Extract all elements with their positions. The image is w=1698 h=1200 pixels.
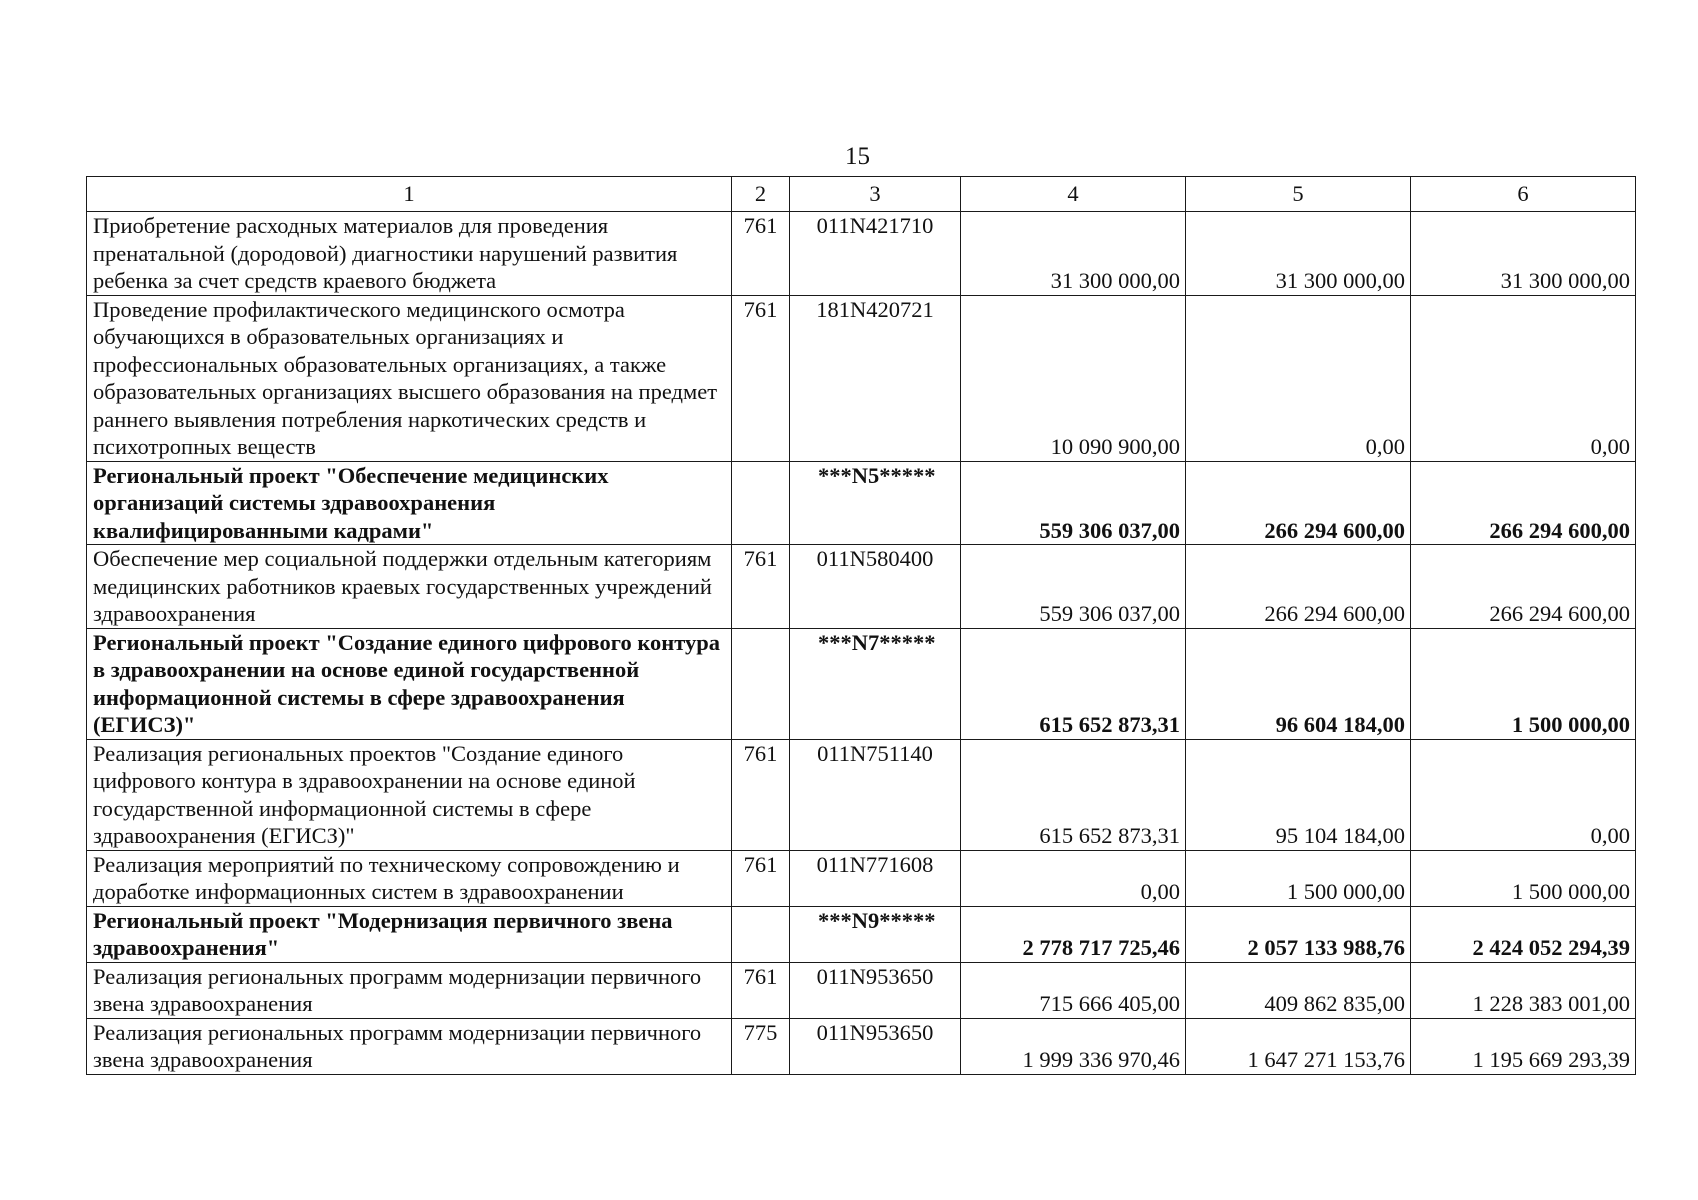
page-number: 15 [845,143,870,170]
table-row [87,739,1636,850]
row-value-6: 1 500 000,00 [1411,628,1636,739]
row-name: Реализация региональных проектов "Создание единого цифрового контура в здравоохранении на основе единой государственной информационной системы в сфере здравоохранения (ЕГИСЗ)" [87,739,732,850]
row-value-5: 1 500 000,00 [1186,850,1411,906]
row-name: Реализация региональных программ модернизации первичного звена здравоохранения [87,1018,732,1074]
row-grbs: 761 [732,212,790,296]
row-value-4: 10 090 900,00 [961,295,1186,461]
row-name: Проведение профилактического медицинского осмотра обучающихся в образовательных организациях и профессиональных образовательных организациях, а также образовательных организациях высшего образования на предмет раннего выявления потребления наркотических средств и психотропных веществ [87,295,732,461]
table-header-row [87,177,1636,212]
row-value-5: 266 294 600,00 [1186,461,1411,545]
row-name: Региональный проект "Модернизация первичного звена здравоохранения" [87,906,732,962]
row-name: Обеспечение мер социальной поддержки отдельным категориям медицинских работников краевых государственных учреждений здравоохранения [87,545,732,629]
table-row [87,295,1636,461]
row-value-6: 266 294 600,00 [1411,545,1636,629]
table-row [87,545,1636,629]
row-value-6: 266 294 600,00 [1411,461,1636,545]
row-code: 011N580400 [790,545,961,629]
column-header-2: 2 [732,177,790,212]
row-value-5: 31 300 000,00 [1186,212,1411,296]
row-value-6: 0,00 [1411,295,1636,461]
row-value-4: 0,00 [961,850,1186,906]
row-code: 181N420721 [790,295,961,461]
table-row-project [87,461,1636,545]
row-value-6: 31 300 000,00 [1411,212,1636,296]
row-value-5: 1 647 271 153,76 [1186,1018,1411,1074]
row-name: Приобретение расходных материалов для проведения пренатальной (дородовой) диагностики нарушений развития ребенка за счет средств краевого бюджета [87,212,732,296]
row-code: 011N953650 [790,962,961,1018]
column-header-1: 1 [87,177,732,212]
table-row [87,962,1636,1018]
row-value-6: 0,00 [1411,739,1636,850]
row-name: Региональный проект "Создание единого цифрового контура в здравоохранении на основе единой государственной информационной системы в сфере здравоохранения (ЕГИСЗ)" [87,628,732,739]
row-grbs: 775 [732,1018,790,1074]
table-row [87,212,1636,296]
row-value-4: 715 666 405,00 [961,962,1186,1018]
row-value-4: 559 306 037,00 [961,545,1186,629]
row-value-5: 0,00 [1186,295,1411,461]
row-value-5: 96 604 184,00 [1186,628,1411,739]
column-header-4: 4 [961,177,1186,212]
row-value-4: 31 300 000,00 [961,212,1186,296]
row-value-5: 2 057 133 988,76 [1186,906,1411,962]
row-grbs: 761 [732,962,790,1018]
budget-table [86,176,1636,1075]
row-grbs [732,628,790,739]
row-value-6: 2 424 052 294,39 [1411,906,1636,962]
row-name: Реализация региональных программ модернизации первичного звена здравоохранения [87,962,732,1018]
row-grbs: 761 [732,545,790,629]
row-name: Региональный проект "Обеспечение медицинских организаций системы здравоохранения квалифицированными кадрами" [87,461,732,545]
row-code: ***N5***** [790,461,961,545]
row-value-6: 1 228 383 001,00 [1411,962,1636,1018]
row-value-5: 95 104 184,00 [1186,739,1411,850]
column-header-5: 5 [1186,177,1411,212]
row-value-5: 266 294 600,00 [1186,545,1411,629]
table-row [87,850,1636,906]
row-value-4: 2 778 717 725,46 [961,906,1186,962]
row-code: ***N9***** [790,906,961,962]
row-code: ***N7***** [790,628,961,739]
row-value-4: 1 999 336 970,46 [961,1018,1186,1074]
column-header-6: 6 [1411,177,1636,212]
row-grbs: 761 [732,850,790,906]
row-value-6: 1 500 000,00 [1411,850,1636,906]
column-header-3: 3 [790,177,961,212]
row-grbs: 761 [732,295,790,461]
row-code: 011N771608 [790,850,961,906]
row-grbs: 761 [732,739,790,850]
row-code: 011N953650 [790,1018,961,1074]
row-value-4: 615 652 873,31 [961,628,1186,739]
row-value-5: 409 862 835,00 [1186,962,1411,1018]
row-grbs [732,906,790,962]
row-value-4: 559 306 037,00 [961,461,1186,545]
row-code: 011N421710 [790,212,961,296]
row-value-6: 1 195 669 293,39 [1411,1018,1636,1074]
table-row-project [87,906,1636,962]
table-row [87,1018,1636,1074]
row-grbs [732,461,790,545]
row-name: Реализация мероприятий по техническому сопровождению и доработке информационных систем в здравоохранении [87,850,732,906]
row-code: 011N751140 [790,739,961,850]
row-value-4: 615 652 873,31 [961,739,1186,850]
table-row-project [87,628,1636,739]
